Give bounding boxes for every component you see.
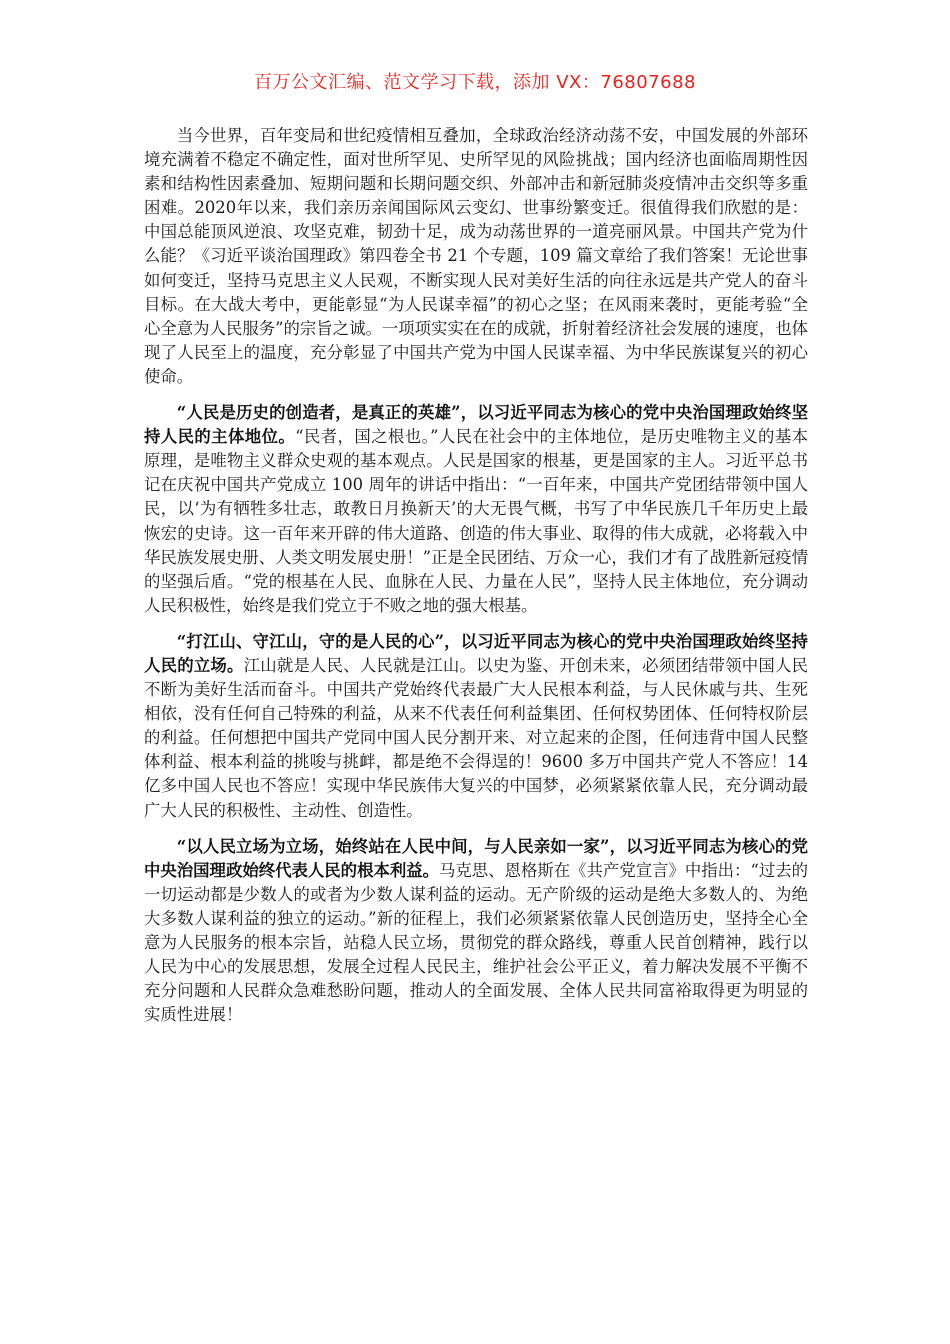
paragraph-2 — [144, 401, 808, 618]
paragraph-1 — [144, 124, 808, 389]
paragraph-text: 马克思、恩格斯在《共产党宣言》中指出：“过去的一切运动都是少数人的或者为少数人谋利益的运动。无产阶级的运动是绝大多数人的、为绝大多数人谋利益的独立的运动。”新的征程上，我们必须紧紧依靠人民创造历史，坚持全心全意为人民服务的根本宗旨，站稳人民立场，贯彻党的群众路线，尊重人民首创精神，践行以人民为中心的发展思想，发展全过程人民民主，维护社会公平正义，着力解决发展不平衡不充分问题和人民群众急难愁盼问题，推动人的全面发展、全体人民共同富裕取得更为明显的实质性进展！ — [144, 860, 809, 1025]
paragraph-3 — [144, 630, 808, 823]
paragraph-text: “民者，国之根也。”人民在社会中的主体地位，是历史唯物主义的基本原理，是唯物主义群众史观的基本观点。人民是国家的根基，更是国家的主人。习近平总书记在庆祝中国共产党成立 100 周年的讲话中指出：“一百年来，中国共产党团结带领中国人民，以‘为有牺牲多壮志，敢教日月换新天’的大无畏气概，书写了中华民族几千年历史上最恢宏的史诗。这一百年来开辟的伟大道路、创造的伟大事业、取得的伟大成就，必将载入中华民族发展史册、人类文明发展史册！”正是全民团结、万众一心，我们才有了战胜新冠疫情的坚强后盾。“党的根基在人民、血脉在人民、力量在人民”，坚持人民主体地位，充分调动人民积极性，始终是我们党立于不败之地的强大根基。 — [144, 427, 809, 615]
page-header-banner: 百万公文汇编、范文学习下载，添加 VX：76807688 — [254, 72, 696, 93]
document-body — [144, 124, 808, 1039]
paragraph-4 — [144, 835, 808, 1028]
paragraph-text: 当今世界，百年变局和世纪疫情相互叠加，全球政治经济动荡不安，中国发展的外部环境充满着不稳定不确定性，面对世所罕见、史所罕见的风险挑战；国内经济也面临周期性因素和结构性因素叠加、短期问题和长期问题交织、外部冲击和新冠肺炎疫情冲击交织等多重困难。2020年以来，我们亲历亲闻国际风云变幻、世事纷繁变迁。很值得我们欣慰的是：中国总能顶风逆浪、攻坚克难，韧劲十足，成为动荡世界的一道亮丽风景。中国共产党为什么能？《习近平谈治国理政》第四卷全书 21 个专题，109 篇文章给了我们答案！无论世事如何变迁，坚持马克思主义人民观，不断实现人民对美好生活的向往永远是共产党人的奋斗目标。在大战大考中，更能彰显“为人民谋幸福”的初心之坚；在风雨来袭时，更能考验“全心全意为人民服务”的宗旨之诚。一项项实实在在的成就，折射着经济社会发展的速度，也体现了人民至上的温度，充分彰显了中国共产党为中国人民谋幸福、为中华民族谋复兴的初心使命。 — [144, 126, 809, 386]
paragraph-lead: “打江山、守江山，守的是人民的心”，以习近平同志为核心的党中央治国理政始终坚持人民的立场。 — [144, 631, 808, 675]
paragraph-text: 江山就是人民、人民就是江山。以史为鉴、开创未来，必须团结带领中国人民不断为美好生活而奋斗。中国共产党始终代表最广大人民根本利益，与人民休戚与共、生死相依，没有任何自己特殊的利益，从来不代表任何利益集团、任何权势团体、任何特权阶层的利益。任何想把中国共产党同中国人民分割开来、对立起来的企图，任何违背中国人民整体利益、根本利益的挑唆与挑衅，都是绝不会得逞的！9600 多万中国共产党人不答应！14 亿多中国人民也不答应！实现中华民族伟大复兴的中国梦，必须紧紧依靠人民，充分调动最广大人民的积极性、主动性、创造性。 — [144, 655, 809, 820]
paragraph-lead: “以人民立场为立场，始终站在人民中间，与人民亲如一家”，以习近平同志为核心的党中央治国理政始终代表人民的根本利益。 — [144, 836, 808, 880]
paragraph-lead: “人民是历史的创造者，是真正的英雄”，以习近平同志为核心的党中央治国理政始终坚持人民的主体地位。 — [144, 403, 808, 447]
